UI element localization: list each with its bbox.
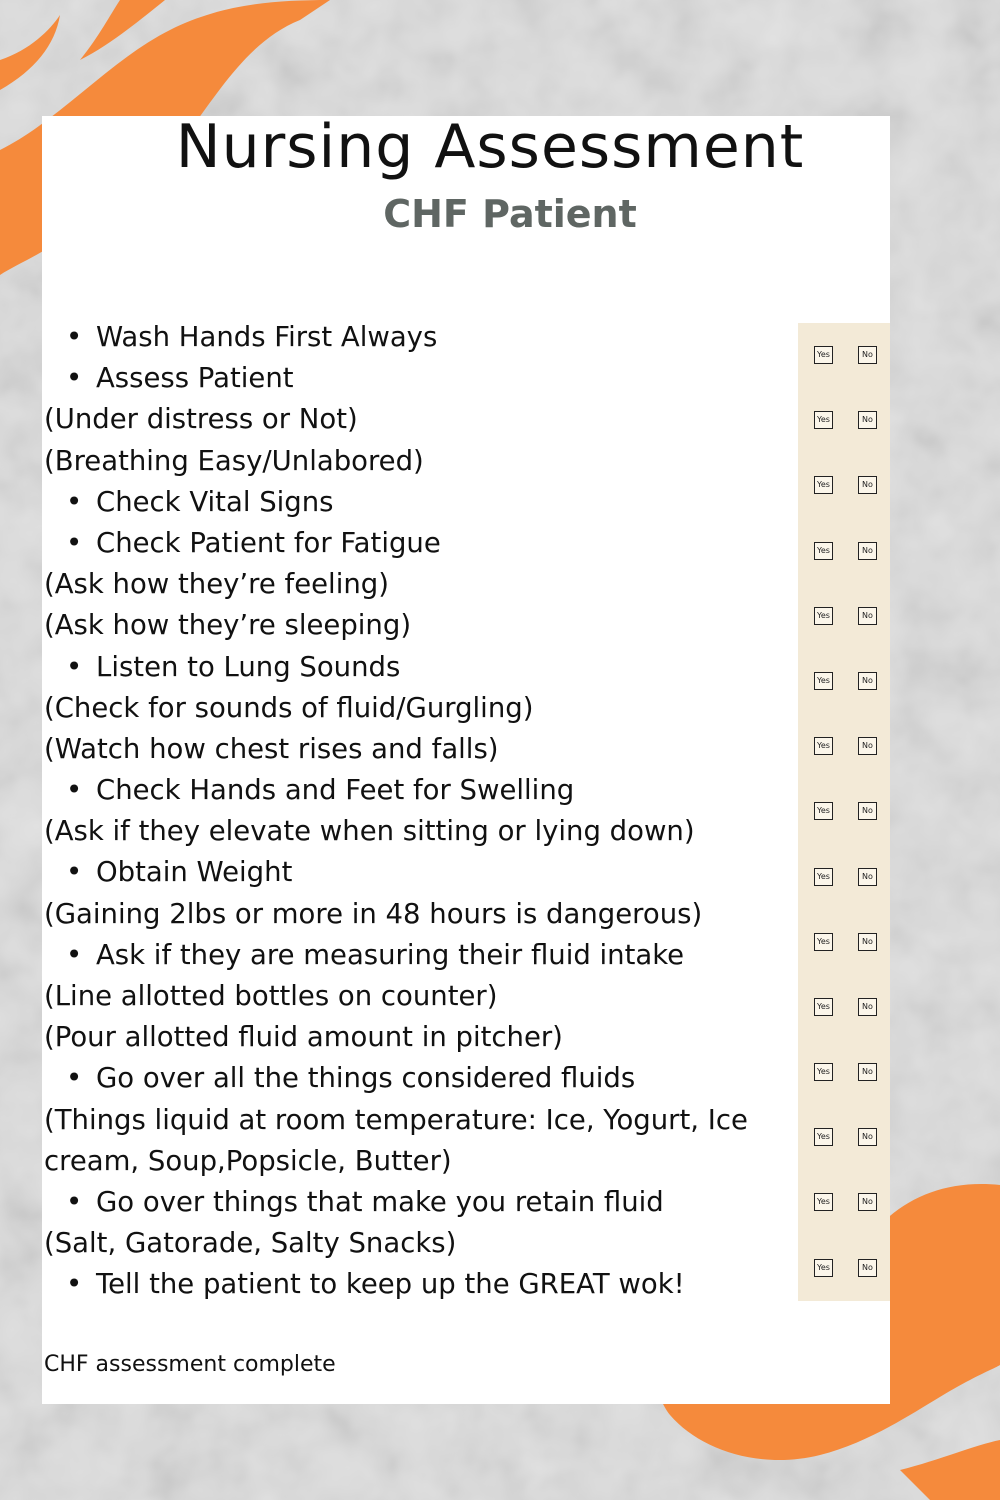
assessment-note: (Check for sounds of fluid/Gurgling): [44, 691, 534, 724]
yes-checkbox[interactable]: Yes: [814, 1128, 833, 1146]
checkbox-row: [798, 1236, 890, 1301]
assessment-note: (Things liquid at room temperature: Ice, Yogurt, Ice: [44, 1103, 748, 1136]
no-checkbox[interactable]: No: [858, 672, 877, 690]
checkbox-row: [798, 714, 890, 779]
checkbox-row: [798, 845, 890, 910]
assessment-step: • Ask if they are measuring their fluid intake: [44, 935, 804, 976]
assessment-note: (Pour allotted fluid amount in pitcher): [44, 1021, 563, 1054]
assessment-note: (Ask how they’re feeling): [44, 568, 389, 601]
no-checkbox[interactable]: No: [858, 411, 877, 429]
checkbox-row: [798, 584, 890, 649]
yes-checkbox[interactable]: Yes: [814, 1259, 833, 1277]
no-checkbox[interactable]: No: [858, 1193, 877, 1211]
yes-checkbox[interactable]: Yes: [814, 411, 833, 429]
no-checkbox[interactable]: No: [858, 933, 877, 951]
no-checkbox[interactable]: No: [858, 607, 877, 625]
no-checkbox[interactable]: No: [858, 542, 877, 560]
yes-checkbox[interactable]: Yes: [814, 998, 833, 1016]
assessment-step: • Check Vital Signs: [44, 482, 804, 523]
assessment-step: • Wash Hands First Always: [44, 317, 804, 358]
checkbox-column: [798, 323, 890, 1301]
no-checkbox[interactable]: No: [858, 998, 877, 1016]
yes-checkbox[interactable]: Yes: [814, 672, 833, 690]
yes-checkbox[interactable]: Yes: [814, 542, 833, 560]
yes-checkbox[interactable]: Yes: [814, 1063, 833, 1081]
assessment-note: (Salt, Gatorade, Salty Snacks): [44, 1227, 457, 1260]
yes-checkbox[interactable]: Yes: [814, 346, 833, 364]
yes-checkbox[interactable]: Yes: [814, 868, 833, 886]
checkbox-row: [798, 1170, 890, 1235]
assessment-step: • Check Hands and Feet for Swelling: [44, 770, 804, 811]
assessment-step: • Go over all the things considered fluids: [44, 1058, 804, 1099]
yes-checkbox[interactable]: Yes: [814, 933, 833, 951]
assessment-step: • Listen to Lung Sounds: [44, 647, 804, 688]
assessment-note: (Ask if they elevate when sitting or lying down): [44, 815, 695, 848]
page-title: Nursing Assessment: [175, 112, 805, 182]
checkbox-row: [798, 975, 890, 1040]
assessment-note: (Under distress or Not): [44, 403, 358, 436]
no-checkbox[interactable]: No: [858, 476, 877, 494]
checkbox-row: [798, 388, 890, 453]
checkbox-row: [798, 519, 890, 584]
no-checkbox[interactable]: No: [858, 802, 877, 820]
assessment-step: • Go over things that make you retain fluid: [44, 1182, 804, 1223]
page-subtitle: CHF Patient: [383, 192, 637, 236]
yes-checkbox[interactable]: Yes: [814, 1193, 833, 1211]
yes-checkbox[interactable]: Yes: [814, 476, 833, 494]
assessment-step: • Tell the patient to keep up the GREAT wok!: [44, 1264, 804, 1305]
assessment-note: (Line allotted bottles on counter): [44, 980, 498, 1012]
checkbox-row: [798, 323, 890, 388]
checkbox-row: [798, 453, 890, 518]
yes-checkbox[interactable]: Yes: [814, 607, 833, 625]
checkbox-row: [798, 910, 890, 975]
no-checkbox[interactable]: No: [858, 346, 877, 364]
yes-checkbox[interactable]: Yes: [814, 802, 833, 820]
assessment-note: (Gaining 2lbs or more in 48 hours is dangerous): [44, 897, 703, 930]
assessment-note: cream, Soup,Popsicle, Butter): [44, 1144, 452, 1177]
assessment-note: (Breathing Easy/Unlabored): [44, 444, 424, 477]
assessment-step: • Check Patient for Fatigue: [44, 523, 804, 564]
assessment-note: (Ask how they’re sleeping): [44, 609, 412, 642]
assessment-step: • Obtain Weight: [44, 852, 804, 893]
completion-note: CHF assessment complete: [44, 1352, 336, 1377]
assessment-step: • Assess Patient: [44, 358, 804, 399]
no-checkbox[interactable]: No: [858, 1259, 877, 1277]
assessment-list: [44, 317, 804, 1306]
no-checkbox[interactable]: No: [858, 737, 877, 755]
no-checkbox[interactable]: No: [858, 868, 877, 886]
checkbox-row: [798, 779, 890, 844]
assessment-note: (Watch how chest rises and falls): [44, 732, 499, 765]
no-checkbox[interactable]: No: [858, 1128, 877, 1146]
yes-checkbox[interactable]: Yes: [814, 737, 833, 755]
checkbox-row: [798, 1105, 890, 1170]
checkbox-row: [798, 649, 890, 714]
checkbox-row: [798, 1040, 890, 1105]
no-checkbox[interactable]: No: [858, 1063, 877, 1081]
